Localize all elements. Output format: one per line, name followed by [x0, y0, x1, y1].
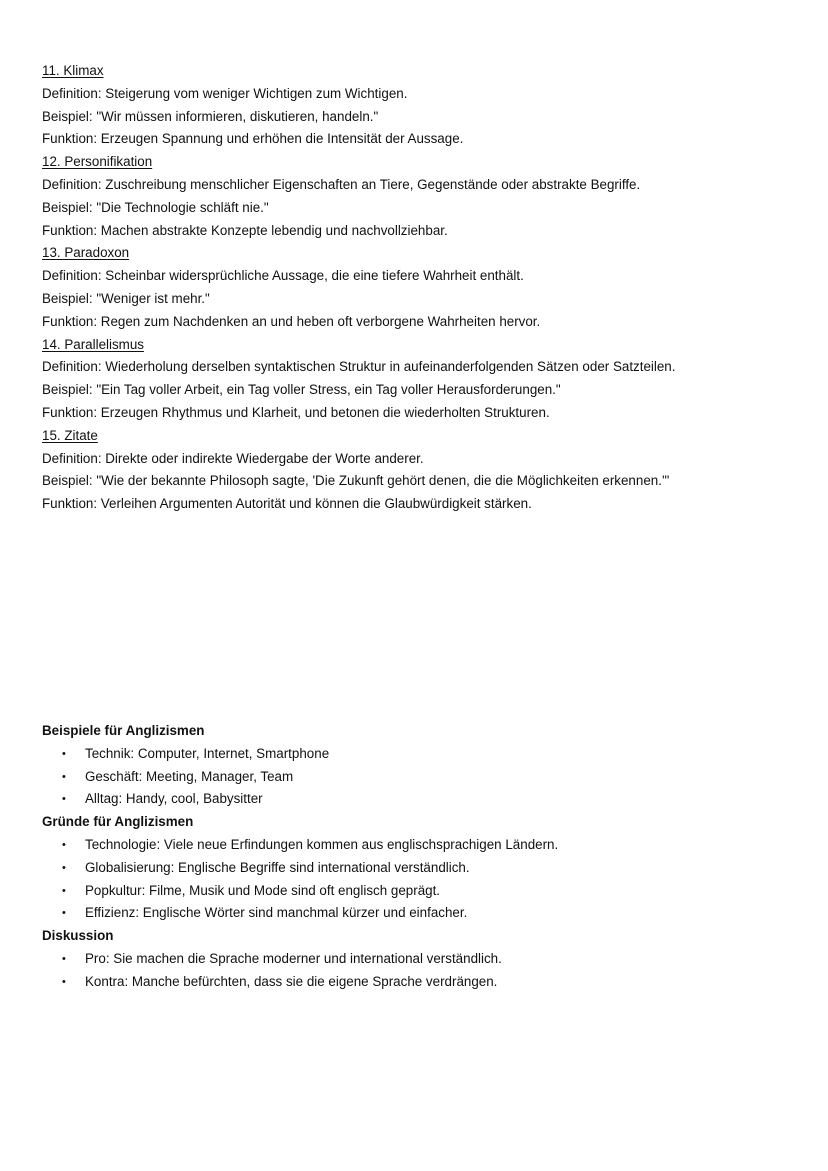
list-item-text: Technik: Computer, Internet, Smartphone: [85, 745, 330, 761]
figure-example: Beispiel: "Weniger ist mehr.": [42, 290, 210, 306]
bullet-icon: •: [62, 952, 66, 965]
rhetorical-figures-section: [42, 60, 802, 516]
figure-heading: 15. Zitate: [42, 427, 98, 443]
examples-list: [42, 743, 802, 811]
section-heading-discussion: Diskussion: [42, 928, 114, 944]
list-item: [42, 880, 802, 903]
bullet-icon: •: [62, 861, 66, 874]
list-item: [42, 743, 802, 766]
list-item: [42, 971, 802, 994]
figure-heading: 11. Klimax: [42, 63, 104, 78]
figure-definition: Definition: Steigerung vom weniger Wichtigen zum Wichtigen.: [42, 85, 408, 101]
figure-heading: 13. Paradoxon: [42, 245, 130, 261]
figure-function: Funktion: Erzeugen Rhythmus und Klarheit, und betonen die wiederholten Strukturen.: [42, 404, 550, 420]
figure-definition: Definition: Wiederholung derselben syntaktischen Struktur in aufeinanderfolgenden Sätzen oder Satzteilen.: [42, 359, 676, 375]
figure-heading: 12. Personifikation: [42, 154, 153, 170]
bullet-icon: •: [62, 770, 66, 783]
list-item: [42, 902, 802, 925]
figure-entry: [42, 425, 802, 516]
list-item-text: Pro: Sie machen die Sprache moderner und international verständlich.: [85, 950, 502, 966]
list-item: [42, 857, 802, 880]
section-heading-examples: Beispiele für Anglizismen: [42, 723, 205, 738]
figure-example: Beispiel: "Die Technologie schläft nie.": [42, 199, 269, 215]
reasons-list: [42, 834, 802, 925]
figure-function: Funktion: Regen zum Nachdenken an und heben oft verborgene Wahrheiten hervor.: [42, 313, 541, 329]
bullet-icon: •: [62, 884, 66, 897]
figure-heading: 14. Parallelismus: [42, 336, 144, 352]
list-item-text: Effizienz: Englische Wörter sind manchmal kürzer und einfacher.: [85, 905, 468, 921]
figure-entry: [42, 334, 802, 425]
figure-function: Funktion: Erzeugen Spannung und erhöhen die Intensität der Aussage.: [42, 131, 464, 147]
list-item-text: Alltag: Handy, cool, Babysitter: [85, 791, 263, 807]
bullet-icon: •: [62, 747, 66, 760]
figure-function: Funktion: Machen abstrakte Konzepte lebendig und nachvollziehbar.: [42, 222, 448, 238]
figure-definition: Definition: Scheinbar widersprüchliche Aussage, die eine tiefere Wahrheit enthält.: [42, 268, 524, 284]
figure-definition: Definition: Direkte oder indirekte Wiedergabe der Worte anderer.: [42, 450, 424, 466]
figure-example: Beispiel: "Wie der bekannte Philosoph sagte, 'Die Zukunft gehört denen, die die Möglichkeiten erkennen.'": [42, 473, 670, 489]
figure-entry: [42, 151, 802, 242]
list-item-text: Globalisierung: Englische Begriffe sind international verständlich.: [85, 859, 470, 875]
bullet-icon: •: [62, 975, 66, 988]
discussion-list: [42, 948, 802, 994]
figure-example: Beispiel: "Wir müssen informieren, diskutieren, handeln.": [42, 108, 379, 124]
list-item-text: Geschäft: Meeting, Manager, Team: [85, 768, 294, 784]
list-item-text: Kontra: Manche befürchten, dass sie die eigene Sprache verdrängen.: [85, 973, 498, 989]
list-item: [42, 834, 802, 857]
bullet-icon: •: [62, 838, 66, 851]
bullet-icon: •: [62, 793, 66, 806]
list-item-text: Popkultur: Filme, Musik und Mode sind oft englisch geprägt.: [85, 882, 441, 898]
list-item: [42, 766, 802, 789]
list-item: [42, 948, 802, 971]
figure-entry: [42, 60, 802, 151]
anglizismen-section: [42, 720, 802, 994]
figure-example: Beispiel: "Ein Tag voller Arbeit, ein Tag voller Stress, ein Tag voller Herausforderungen.": [42, 382, 561, 398]
figure-function: Funktion: Verleihen Argumenten Autorität und können die Glaubwürdigkeit stärken.: [42, 496, 532, 512]
list-item-text: Technologie: Viele neue Erfindungen kommen aus englischsprachigen Ländern.: [85, 836, 559, 852]
figure-entry: [42, 242, 802, 333]
section-heading-reasons: Gründe für Anglizismen: [42, 814, 194, 830]
bullet-icon: •: [62, 907, 66, 920]
figure-definition: Definition: Zuschreibung menschlicher Eigenschaften an Tiere, Gegenstände oder abstrakte Begriffe.: [42, 176, 641, 192]
list-item: [42, 788, 802, 811]
